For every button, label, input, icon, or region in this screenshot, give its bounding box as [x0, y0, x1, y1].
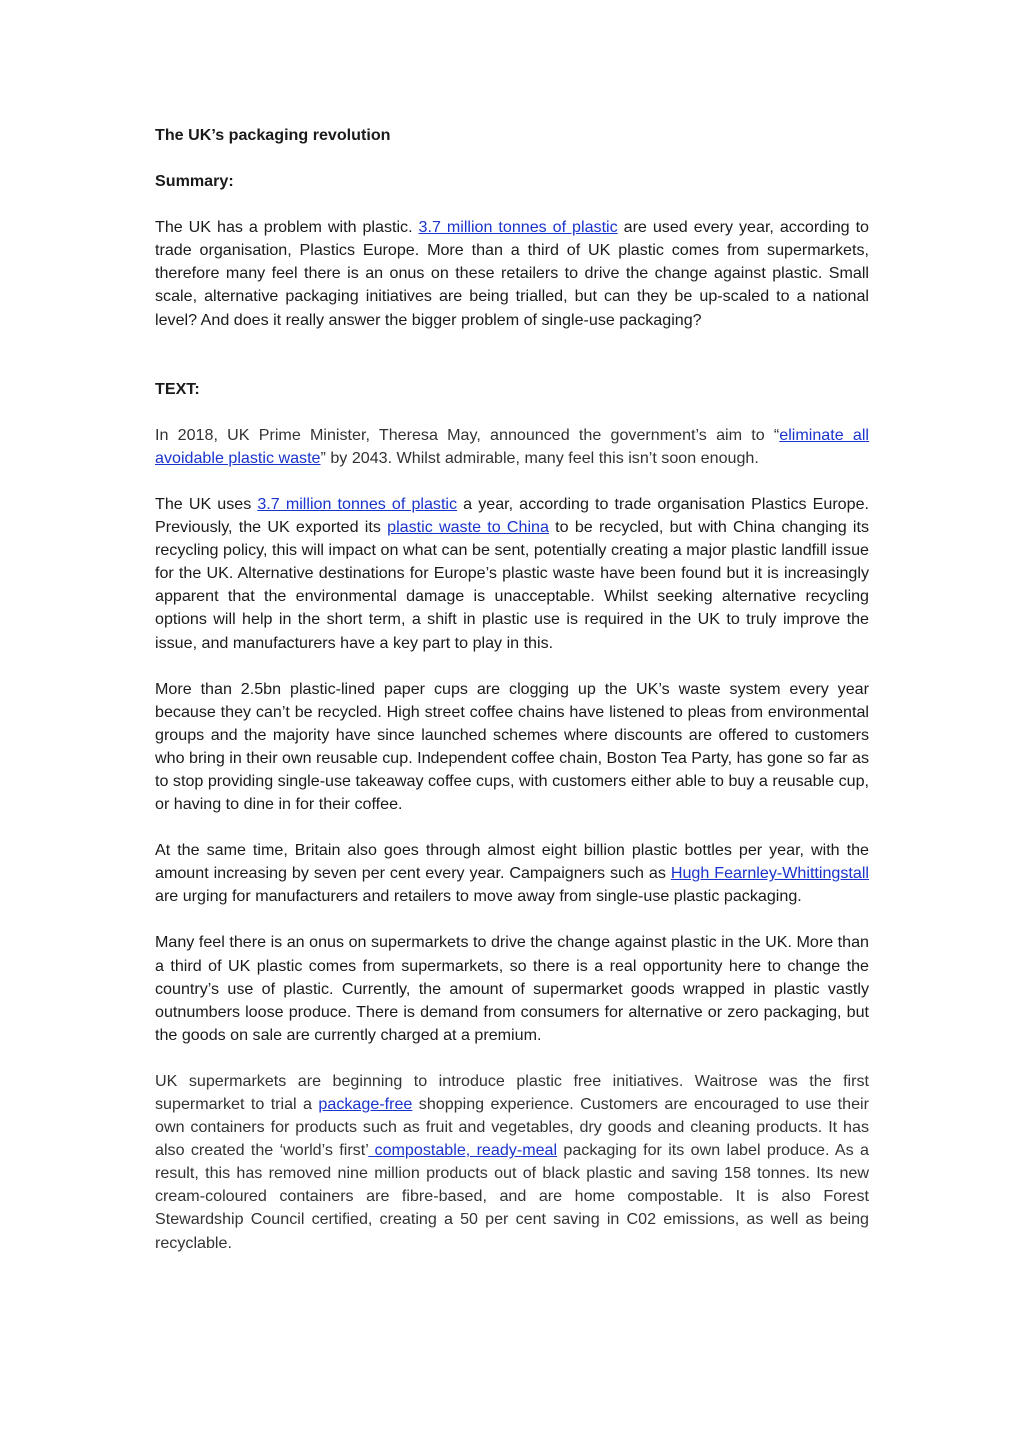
text-heading: TEXT:: [155, 379, 200, 398]
paragraph-4: [155, 839, 869, 908]
link-compostable-ready-meal[interactable]: compostable, ready-meal: [368, 1141, 558, 1160]
link-plastic-waste-to-china[interactable]: plastic waste to China: [387, 518, 549, 537]
link-package-free[interactable]: package-free: [318, 1095, 413, 1113]
p5-text-1: Many feel there is an onus on supermarkets to drive the change against plastic in the UK. More than a third of UK plastic comes from supermarkets, so there is a real opportunity here to change the country’s use of plastic. Currently, the amount of supermarket goods wrapped in plastic vastly outnumbers loose produce. There is demand from consumers for alternative or zero packaging, but the goods on sale are currently charged at a premium.: [155, 933, 869, 1044]
p4-text-2: are urging for manufacturers and retailers to move away from single-use plastic packaging.: [155, 887, 802, 906]
document-title: The UK’s packaging revolution: [155, 126, 391, 144]
link-hugh-fearnley-whittingstall[interactable]: Hugh Fearnley-Whittingstall: [670, 864, 869, 883]
p2-text-1: The UK uses: [155, 494, 258, 513]
link-3-7-million-tonnes-summary[interactable]: 3.7 million tonnes of plastic: [418, 218, 618, 237]
summary-text-2: are used every year, according to trade organisation, Plastics Europe. More than a third of UK plastic comes from supermarkets, therefore many feel there is an onus on these retailers to drive the change against plastic. Small scale, alternative packaging initiatives are being trialled, but can they be up-scaled to a national level? And does it really answer the bigger problem of single-use packaging?: [155, 218, 869, 329]
p2-text-2: a year, according to trade organisation Plastics Europe. Previously, the UK exported its: [155, 494, 869, 537]
summary-heading: Summary:: [155, 172, 234, 191]
link-3-7-million-tonnes[interactable]: 3.7 million tonnes of plastic: [257, 494, 458, 513]
summary-paragraph: [155, 216, 869, 331]
p2-text-3: to be recycled, but with China changing its recycling policy, this will impact on what can be sent, potentially creating a major plastic landfill issue for the UK. Alternative destinations for Europe’s plastic waste have been found but it is increasingly apparent that the environmental damage is unacceptable. Whilst seeking alternative recycling options will help in the short term, a shift in plastic use is required in the UK to truly improve the issue, and manufacturers have a key part to play in this.: [155, 518, 869, 652]
paragraph-5: [155, 931, 869, 1046]
p6-text-2: shopping experience. Customers are encouraged to use their own containers for products such as fruit and vegetables, dry goods and cleaning products. It has also created the ‘world’s first’: [155, 1095, 869, 1160]
summary-text-1: The UK has a problem with plastic.: [155, 218, 419, 237]
p3-text-1: More than 2.5bn plastic-lined paper cups are clogging up the UK’s waste system every year because they can’t be recycled. High street coffee chains have listened to pleas from environmental groups and the majority have since launched schemes where discounts are offered to customers who bring in their own reusable cup. Independent coffee chain, Boston Tea Party, has gone so far as to stop providing single-use takeaway coffee cups, with customers either able to buy a reusable cup, or having to dine in for their coffee.: [155, 679, 869, 814]
link-eliminate-plastic-waste[interactable]: eliminate all avoidable plastic waste: [155, 425, 870, 467]
p6-text-3: packaging for its own label produce. As a result, this has removed nine million products out of black plastic and saving 158 tonnes. Its new cream-coloured containers are fibre-based, and are home compostable. It is also Forest Stewardship Council certified, creating a 50 per cent saving in C02 emissions, as well as being recyclable.: [155, 1141, 869, 1252]
paragraph-1: [155, 424, 869, 470]
p1-text-1: In 2018, UK Prime Minister, Theresa May, announced the government’s aim to “: [155, 425, 780, 444]
p1-text-2: ” by 2043. Whilst admirable, many feel this isn’t soon enough.: [320, 448, 759, 467]
document-page: [155, 124, 869, 1255]
p6-text-1: UK supermarkets are beginning to introduce plastic free initiatives. Waitrose was the first supermarket to trial a: [155, 1071, 869, 1113]
paragraph-2: [155, 493, 869, 655]
p4-text-1: At the same time, Britain also goes through almost eight billion plastic bottles per year, with the amount increasing by seven per cent every year. Campaigners such as: [155, 841, 869, 883]
paragraph-3: [155, 678, 869, 817]
paragraph-6: [155, 1070, 869, 1255]
